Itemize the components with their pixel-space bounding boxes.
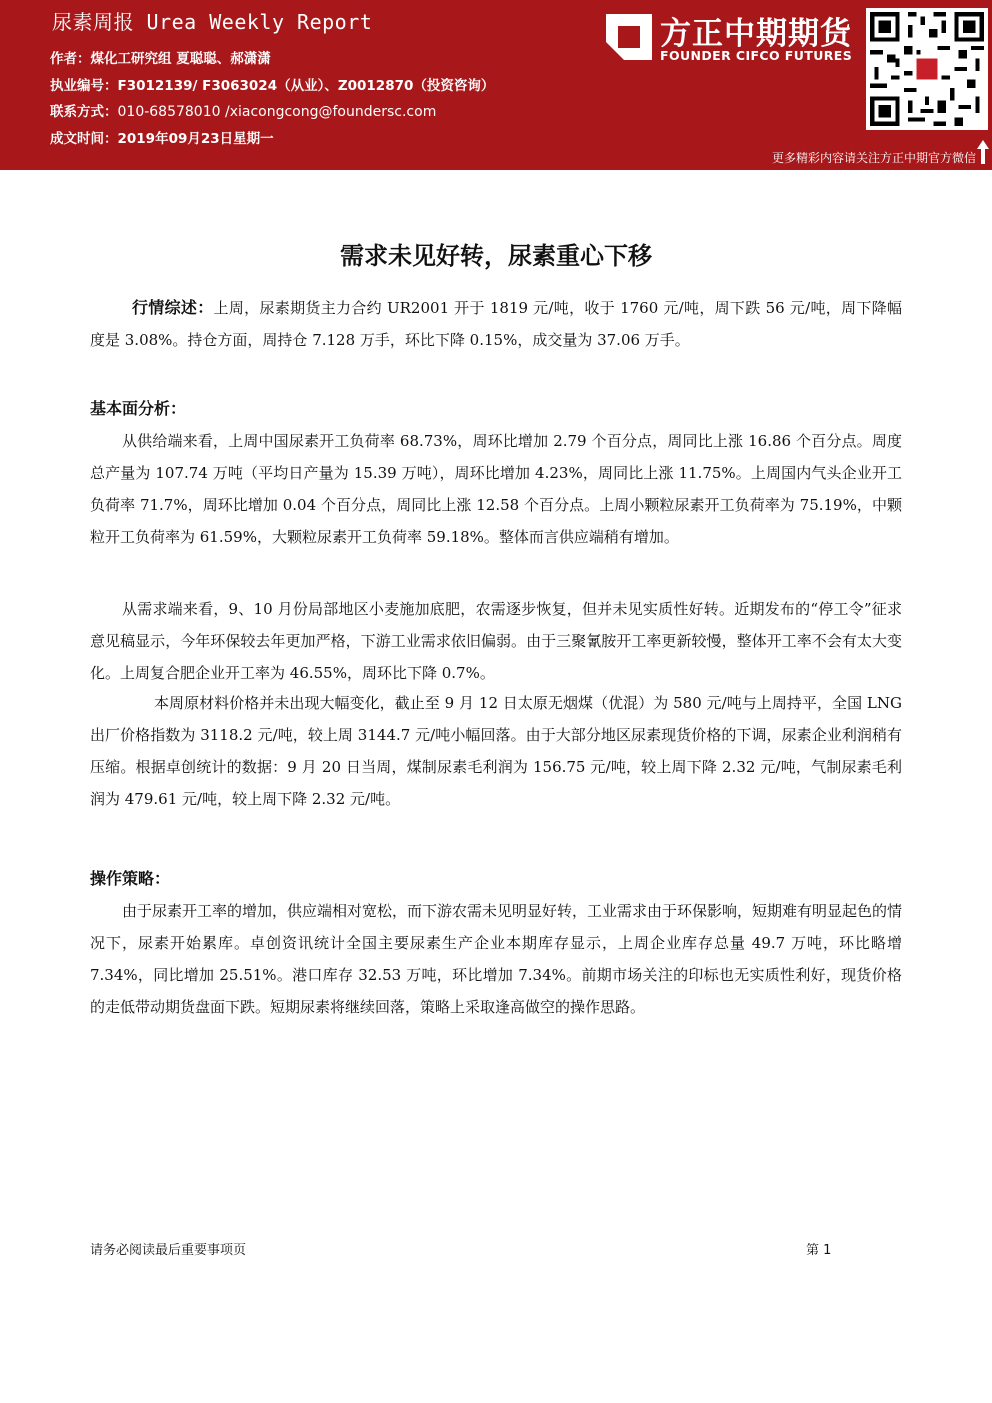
date-value: 2019年09月23日星期一 [117,130,274,147]
contact-value[interactable]: 010-68578010 /xiacongcong@foundersc.com [117,104,437,120]
demand-paragraph: 从需求端来看，9、10 月份局部地区小麦施加底肥，农需逐步恢复，但并未见实质性好转。近期发布的“停工令”征求意见稿显示，今年环保较去年更加严格，下游工业需求依旧偏弱。由于三聚氰胺开工率更新较慢，整体开工率不会有太大变化。上周复合肥企业开工率为 46.55%，周环比下降 0.7%。 [90,600,902,682]
author-value: 煤化工研究组 夏聪聪、郝潇潇 [90,51,271,67]
page-number: 第 1 [806,1243,832,1258]
license-label: 执业编号： [50,77,118,94]
report-meta [50,46,494,152]
contact-row [50,99,494,126]
author-label: 作者： [50,51,91,67]
footer-disclaimer[interactable]: 请务必阅读最后重要事项页 [90,1243,247,1258]
logo-mark-icon [604,12,654,62]
document-title: 需求未见好转，尿素重心下移 [340,242,652,270]
author-row [50,46,494,73]
overview-text: 上周，尿素期货主力合约 UR2001 开于 1819 元/吨，收于 1760 元/吨，周下跌 56 元/吨，周下降幅度是 3.08%。持仓方面，周持仓 7.128 万手，环比下降 0.15%，成交量为 37.06 万手。 [90,299,902,349]
date-label: 成文时间： [50,130,118,147]
fundamentals-heading: 基本面分析： [90,399,187,418]
qr-code-icon[interactable] [866,8,988,130]
company-logo-english: FOUNDER CIFCO FUTURES [660,48,853,63]
contact-label: 联系方式： [50,104,118,120]
license-value: F3012139/ F3063024（从业）、Z0012870（投资咨询） [117,77,495,94]
license-row [50,73,494,100]
cost-paragraph: 本周原材料价格并未出现大幅变化，截止至 9 月 12 日太原无烟煤（优混）为 580 元/吨与上周持平，全国 LNG 出厂价格指数为 3118.2 元/吨，较上周 3144.7 元/吨小幅回落。由于大部分地区尿素现货价格的下调，尿素企业利润稍有压缩。根据卓创统计的数据：9 月 20 日当周，煤制尿素毛利润为 156.75 元/吨，较上周下降 2.32 元/吨，气制尿素毛利润为 479.61 元/吨，较上周下降 2.32 元/吨。 [90,694,902,808]
supply-paragraph: 从供给端来看，上周中国尿素开工负荷率 68.73%，周环比增加 2.79 个百分点，周同比上涨 16.86 个百分点。周度总产量为 107.74 万吨（平均日产量为 15.39 万吨），周环比增加 4.23%，周同比上涨 11.75%。上周国内气头企业开工负荷率 71.7%，周环比增加 0.04 个百分点，周同比上涨 12.58 个百分点。上周小颗粒尿素开工负荷率为 75.19%，中颗粒开工负荷率为 61.59%，大颗粒尿素开工负荷率 59.18%。整体而言供应端稍有增加。 [90,432,902,546]
strategy-paragraph: 由于尿素开工率的增加，供应端相对宽松，而下游农需未见明显好转，工业需求由于环保影响，短期难有明显起色的情况下，尿素开始累库。卓创资讯统计全国主要尿素生产企业本期库存显示，上周企业库存总量 49.7 万吨，环比略增 7.34%，同比增加 25.51%。港口库存 32.53 万吨，环比增加 7.34%。前期市场关注的印标也无实质性利好，现货价格的走低带动期货盘面下跌。短期尿素将继续回落，策略上采取逢高做空的操作思路。 [90,902,903,1016]
up-arrow-icon [976,139,990,165]
overview-lead: 行情综述： [132,298,214,317]
strategy-heading: 操作策略： [90,869,171,888]
report-title: 尿素周报 Urea Weekly Report [52,10,373,34]
company-logo-name: 方正中期期货 [660,16,852,52]
report-header [0,0,992,170]
follow-wechat-text[interactable]: 更多精彩内容请关注方正中期官方微信 [771,151,976,165]
overview-paragraph [90,292,902,356]
follow-bar [0,145,992,170]
